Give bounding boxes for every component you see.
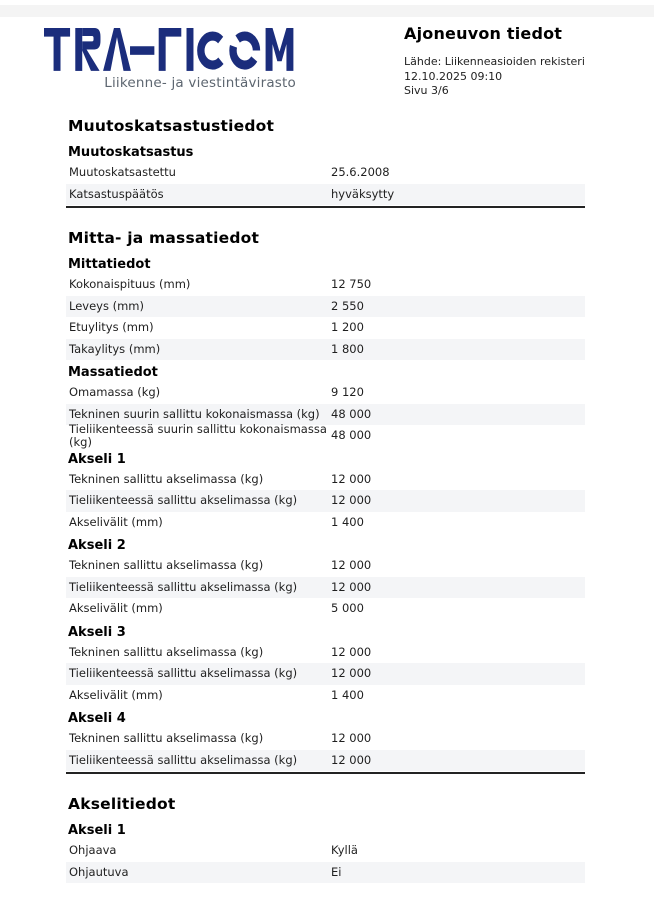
header-meta <box>404 24 585 99</box>
row-value: 25.6.2008 <box>331 165 390 180</box>
data-table <box>66 642 585 707</box>
document-section <box>66 229 585 774</box>
row-label: Leveys (mm) <box>69 298 144 313</box>
row-label: Kokonaispituus (mm) <box>69 277 191 292</box>
table-row <box>66 162 585 184</box>
source-line: Lähde: Liikenneasioiden rekisteri <box>404 55 585 68</box>
group-heading: Akseli 3 <box>68 624 126 640</box>
row-label: Takaylitys (mm) <box>69 341 161 356</box>
traficom-logo <box>44 28 296 91</box>
timestamp: 12.10.2025 09:10 <box>404 69 503 83</box>
table-row <box>66 469 585 491</box>
traficom-wordmark-icon <box>44 28 296 72</box>
table-row <box>66 555 585 577</box>
row-value: 12 000 <box>331 558 372 573</box>
group-heading: Akseli 2 <box>68 538 126 553</box>
row-label: Omamassa (kg) <box>69 385 161 400</box>
row-label: Tekninen sallittu akselimassa (kg) <box>69 558 264 573</box>
table-row <box>66 663 585 685</box>
row-value: 1 200 <box>331 320 364 335</box>
row-value: 12 000 <box>331 731 372 746</box>
group-heading: Massatiedot <box>68 365 158 380</box>
row-value: Kyllä <box>331 843 358 858</box>
section-divider <box>66 206 585 208</box>
data-table <box>66 274 585 360</box>
table-row <box>66 598 585 620</box>
data-table <box>66 728 585 771</box>
table-row <box>66 642 585 664</box>
row-label: Muutoskatsastettu <box>69 165 176 180</box>
row-label: Katsastuspäätös <box>69 186 164 201</box>
section-title: Muutoskatsastustiedot <box>68 117 275 135</box>
table-row <box>66 317 585 339</box>
table-row <box>66 421 585 449</box>
data-table <box>66 840 585 883</box>
table-row <box>66 685 585 707</box>
table-row <box>66 274 585 296</box>
row-value: 12 000 <box>331 644 372 659</box>
group-heading: Muutoskatsastus <box>68 145 194 160</box>
table-row <box>66 382 585 404</box>
data-table <box>66 555 585 620</box>
row-label: Tieliikenteessä suurin sallittu kokonaismassa (kg) <box>69 421 327 449</box>
logo-subtitle: Liikenne- ja viestintävirasto <box>104 75 296 91</box>
section-divider <box>66 772 585 774</box>
document-section <box>66 795 585 883</box>
row-label: Tekninen sallittu akselimassa (kg) <box>69 644 264 659</box>
row-value: 48 000 <box>331 428 372 443</box>
row-value: 48 000 <box>331 406 372 421</box>
table-row <box>66 840 585 862</box>
table-row <box>66 512 585 534</box>
document-body <box>66 117 585 883</box>
table-row <box>66 577 585 599</box>
data-table <box>66 382 585 447</box>
row-value: 5 000 <box>331 601 364 616</box>
table-row <box>66 728 585 750</box>
row-label: Tekninen suurin sallittu kokonaismassa (kg) <box>69 406 320 421</box>
row-value: 12 000 <box>331 579 372 594</box>
group-heading: Akseli 1 <box>68 451 126 467</box>
row-label: Tieliikenteessä sallittu akselimassa (kg) <box>69 493 298 508</box>
group-heading: Akseli 1 <box>68 823 126 838</box>
section-title: Mitta- ja massatiedot <box>68 229 260 247</box>
row-value: 12 000 <box>331 471 372 486</box>
row-label: Akselivälit (mm) <box>69 514 163 529</box>
row-value: Ei <box>331 864 342 879</box>
row-value: 9 120 <box>331 385 364 400</box>
row-label: Tekninen sallittu akselimassa (kg) <box>69 471 264 486</box>
row-value: 12 750 <box>331 277 372 292</box>
row-value: 12 000 <box>331 666 372 681</box>
data-table <box>66 469 585 534</box>
page-indicator: Sivu 3/6 <box>404 84 449 97</box>
row-value: hyväksytty <box>331 186 395 201</box>
row-label: Akselivälit (mm) <box>69 601 163 616</box>
table-row <box>66 750 585 772</box>
table-row <box>66 184 585 206</box>
data-table <box>66 162 585 205</box>
row-value: 2 550 <box>331 298 364 313</box>
document-section <box>66 117 585 208</box>
row-value: 1 400 <box>331 687 364 702</box>
group-heading: Akseli 4 <box>68 711 126 726</box>
row-value: 1 800 <box>331 341 364 356</box>
row-label: Etuylitys (mm) <box>69 320 154 335</box>
table-row <box>66 862 585 884</box>
row-label: Tieliikenteessä sallittu akselimassa (kg) <box>69 666 298 681</box>
row-label: Tekninen sallittu akselimassa (kg) <box>69 731 264 746</box>
row-label: Tieliikenteessä sallittu akselimassa (kg) <box>69 579 298 594</box>
section-title: Akselitiedot <box>68 795 176 813</box>
page-title: Ajoneuvon tiedot <box>404 24 563 43</box>
row-value: 12 000 <box>331 493 372 508</box>
row-label: Ohjaava <box>69 843 117 858</box>
document-header <box>0 0 654 96</box>
table-row <box>66 490 585 512</box>
group-heading: Mittatiedot <box>68 257 151 272</box>
row-value: 1 400 <box>331 514 364 529</box>
table-row <box>66 296 585 318</box>
table-row <box>66 339 585 361</box>
row-label: Akselivälit (mm) <box>69 687 163 702</box>
row-label: Tieliikenteessä sallittu akselimassa (kg) <box>69 752 298 767</box>
row-value: 12 000 <box>331 752 372 767</box>
row-label: Ohjautuva <box>69 864 129 879</box>
